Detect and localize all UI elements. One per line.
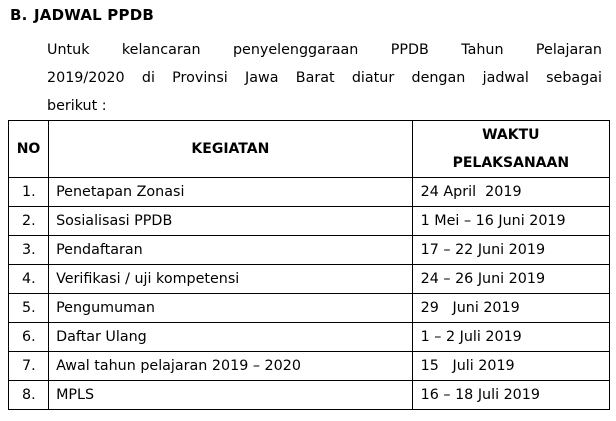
row-number: 1. (9, 178, 49, 207)
row-number: 7. (9, 352, 49, 381)
section-title: JADWAL PPDB (34, 6, 154, 24)
row-waktu: 15 Juli 2019 (412, 352, 609, 381)
section-heading (10, 6, 154, 24)
table-row (9, 381, 610, 410)
row-kegiatan: Pengumuman (49, 294, 413, 323)
row-number: 3. (9, 236, 49, 265)
row-number: 6. (9, 323, 49, 352)
table-row (9, 294, 610, 323)
table-row (9, 352, 610, 381)
header-waktu-line1: WAKTU (482, 127, 540, 143)
row-kegiatan: Verifikasi / uji kompetensi (49, 265, 413, 294)
row-kegiatan: Penetapan Zonasi (49, 178, 413, 207)
table-row (9, 207, 610, 236)
intro-paragraph (47, 36, 602, 120)
schedule-table (8, 120, 610, 410)
intro-line: berikut : (47, 98, 107, 114)
row-kegiatan: MPLS (49, 381, 413, 410)
table-row (9, 178, 610, 207)
row-waktu: 16 – 18 Juli 2019 (412, 381, 609, 410)
row-number: 4. (9, 265, 49, 294)
section-letter: B. (10, 6, 28, 24)
intro-line: Untuk kelancaran penyelenggaraan PPDB Tahun Pelajaran (47, 42, 602, 58)
row-kegiatan: Sosialisasi PPDB (49, 207, 413, 236)
row-waktu: 1 Mei – 16 Juni 2019 (412, 207, 609, 236)
row-waktu: 17 – 22 Juni 2019 (412, 236, 609, 265)
row-waktu: 1 – 2 Juli 2019 (412, 323, 609, 352)
row-waktu: 29 Juni 2019 (412, 294, 609, 323)
table-row (9, 323, 610, 352)
row-waktu: 24 April 2019 (412, 178, 609, 207)
row-waktu: 24 – 26 Juni 2019 (412, 265, 609, 294)
header-kegiatan: KEGIATAN (49, 121, 413, 178)
table-row (9, 265, 610, 294)
row-kegiatan: Pendaftaran (49, 236, 413, 265)
header-waktu (412, 121, 609, 178)
table-row (9, 236, 610, 265)
row-number: 8. (9, 381, 49, 410)
row-number: 5. (9, 294, 49, 323)
header-no: NO (9, 121, 49, 178)
header-waktu-line2: PELAKSANAAN (452, 155, 570, 171)
intro-line: 2019/2020 di Provinsi Jawa Barat diatur dengan jadwal sebagai (47, 70, 602, 86)
table-header-row (9, 121, 610, 178)
row-kegiatan: Awal tahun pelajaran 2019 – 2020 (49, 352, 413, 381)
row-number: 2. (9, 207, 49, 236)
row-kegiatan: Daftar Ulang (49, 323, 413, 352)
